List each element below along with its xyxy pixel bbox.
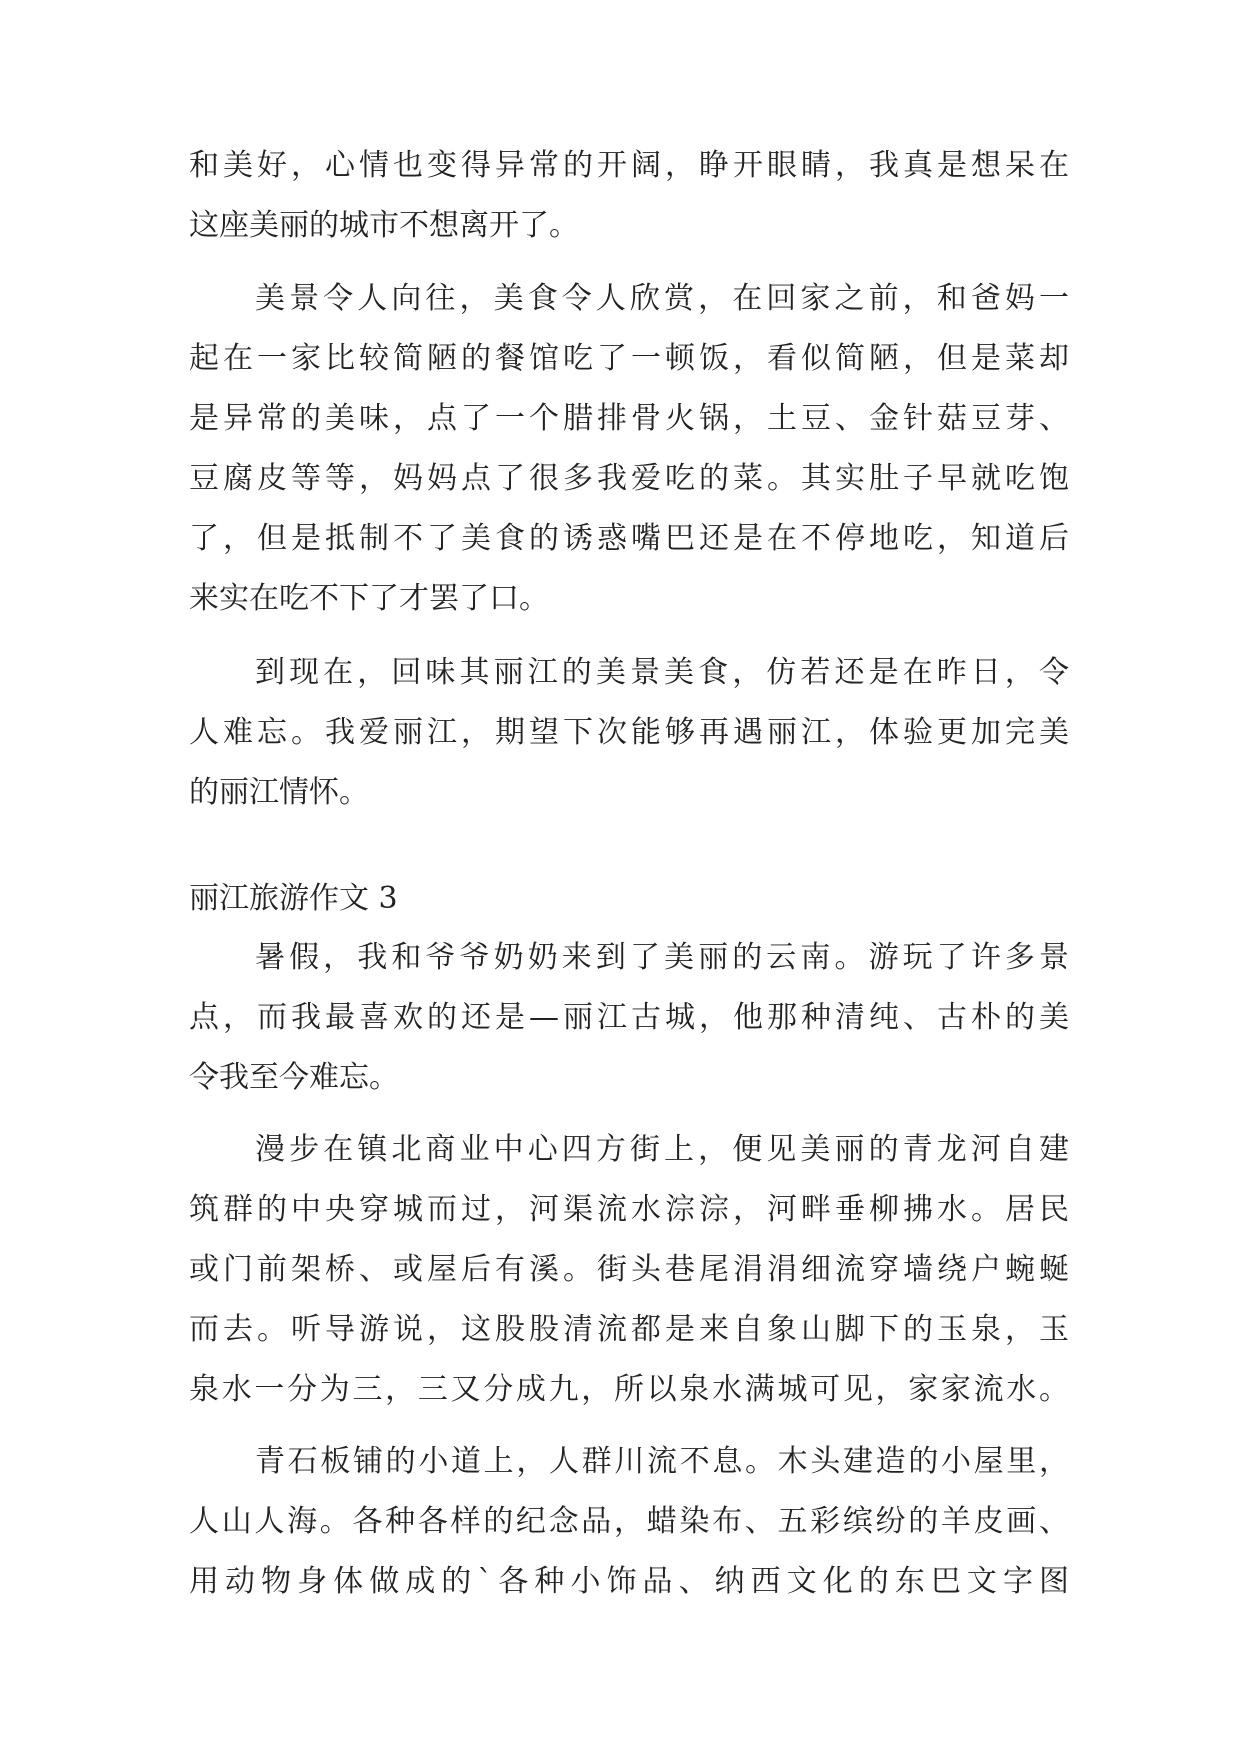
text-line: 是异常的美味，点了一个腊排骨火锅，土豆、金针菇豆芽、 — [189, 401, 1069, 436]
text-line: 而去。听导游说，这股股清流都是来自象山脚下的玉泉，玉 — [189, 1312, 1069, 1347]
text-line: 令我至今难忘。 — [189, 1060, 399, 1095]
text-line: 这座美丽的城市不想离开了。 — [189, 208, 579, 243]
paragraph-first-line: 到现在，回味其丽江的美景美食，仿若还是在昨日，令 — [255, 655, 1069, 690]
text-line: 点，而我最喜欢的还是—丽江古城，他那种清纯、古朴的美 — [189, 1000, 1069, 1035]
text-line: 豆腐皮等等，妈妈点了很多我爱吃的菜。其实肚子早就吃饱 — [189, 461, 1069, 496]
text-line: 了，但是抵制不了美食的诱惑嘴巴还是在不停地吃，知道后 — [189, 521, 1069, 556]
text-line: 泉水一分为三，三又分成九，所以泉水满城可见，家家流水。 — [189, 1372, 1069, 1407]
text-line: 筑群的中央穿城而过，河渠流水淙淙，河畔垂柳拂水。居民 — [189, 1192, 1069, 1227]
text-line: 和美好，心情也变得异常的开阔，睁开眼睛，我真是想呆在 — [189, 148, 1069, 183]
text-line: 用动物身体做成的`各种小饰品、纳西文化的东巴文字图 — [189, 1564, 1069, 1599]
text-line: 或门前架桥、或屋后有溪。街头巷尾涓涓细流穿墙绕户蜿蜒 — [189, 1252, 1069, 1287]
paragraph-first-line: 漫步在镇北商业中心四方街上，便见美丽的青龙河自建 — [255, 1132, 1069, 1167]
paragraph-first-line: 暑假，我和爷爷奶奶来到了美丽的云南。游玩了许多景 — [255, 940, 1069, 975]
text-line: 人难忘。我爱丽江，期望下次能够再遇丽江，体验更加完美 — [189, 715, 1069, 750]
paragraph-first-line: 美景令人向往，美食令人欣赏，在回家之前，和爸妈一 — [255, 281, 1069, 316]
section-heading: 丽江旅游作文 3 — [189, 881, 398, 916]
text-line: 来实在吃不下了才罢了口。 — [189, 581, 549, 616]
text-line: 人山人海。各种各样的纪念品，蜡染布、五彩缤纷的羊皮画、 — [189, 1504, 1069, 1539]
text-line: 起在一家比较简陋的餐馆吃了一顿饭，看似简陋，但是菜却 — [189, 341, 1069, 376]
text-line: 的丽江情怀。 — [189, 775, 369, 810]
paragraph-first-line: 青石板铺的小道上，人群川流不息。木头建造的小屋里， — [255, 1444, 1069, 1479]
